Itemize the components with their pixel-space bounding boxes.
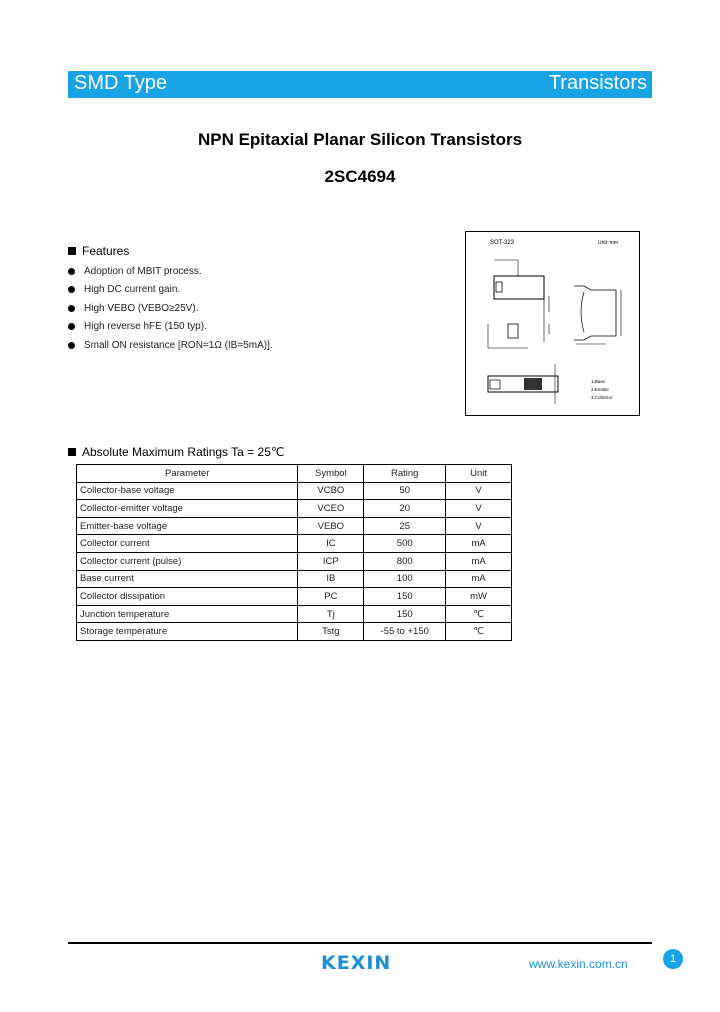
package-drawing: [465, 231, 640, 416]
page-title: NPN Epitaxial Planar Silicon Transistors: [197, 130, 523, 149]
parameter-cell: Storage temperature: [77, 623, 298, 641]
table-row: [77, 623, 512, 641]
unit-cell: V: [446, 500, 512, 518]
bullet-dot-icon: [68, 323, 75, 330]
symbol-cell: PC: [298, 588, 364, 606]
rating-cell: 150: [364, 588, 446, 606]
symbol-cell: VCBO: [298, 482, 364, 500]
rating-cell: 800: [364, 552, 446, 570]
ratings-heading-text: Absolute Maximum Ratings Ta = 25℃: [82, 445, 285, 459]
unit-cell: mA: [446, 570, 512, 588]
unit-cell: mW: [446, 588, 512, 606]
square-bullet-icon: [68, 448, 76, 456]
ratings-heading: [68, 445, 284, 459]
feature-item: [68, 262, 273, 281]
feature-text: High DC current gain.: [84, 284, 181, 296]
parameter-cell: Collector-emitter voltage: [77, 500, 298, 518]
parameter-cell: Collector dissipation: [77, 588, 298, 606]
column-header: Rating: [364, 465, 446, 483]
header-type: SMD Type: [74, 72, 167, 94]
table-row: [77, 605, 512, 623]
unit-cell: V: [446, 517, 512, 535]
header-category: Transistors: [548, 72, 647, 94]
package-label: SOT-323: [490, 240, 515, 246]
table-row: [77, 517, 512, 535]
bullet-dot-icon: [68, 342, 75, 349]
feature-text: Small ON resistance [RON=1Ω (IB=5mA)].: [84, 339, 273, 351]
features-heading: [68, 244, 129, 258]
unit-cell: mA: [446, 535, 512, 553]
footer-divider: [68, 942, 652, 944]
symbol-cell: IC: [298, 535, 364, 553]
table-row: [77, 570, 512, 588]
page-number-badge: 1: [663, 949, 683, 969]
pin-label: 3.Collector: [591, 395, 613, 400]
parameter-cell: Collector current (pulse): [77, 552, 298, 570]
unit-cell: ℃: [446, 605, 512, 623]
parameter-cell: Junction temperature: [77, 605, 298, 623]
table-row: [77, 552, 512, 570]
symbol-cell: ICP: [298, 552, 364, 570]
parameter-cell: Collector-base voltage: [77, 482, 298, 500]
column-header: Unit: [446, 465, 512, 483]
bullet-dot-icon: [68, 286, 75, 293]
table-header-row: [77, 465, 512, 483]
rating-cell: 25: [364, 517, 446, 535]
features-heading-text: Features: [82, 244, 130, 258]
table-row: [77, 500, 512, 518]
table-row: [77, 588, 512, 606]
website-link[interactable]: www.kexin.com.cn: [529, 957, 628, 971]
ratings-table: [76, 464, 512, 641]
rating-cell: 500: [364, 535, 446, 553]
parameter-cell: Base current: [77, 570, 298, 588]
features-list: [68, 262, 273, 355]
feature-item: [68, 336, 273, 355]
column-header: Symbol: [298, 465, 364, 483]
header-bar: [68, 71, 652, 98]
kexin-logo: KEXIN: [321, 952, 392, 974]
symbol-cell: Tstg: [298, 623, 364, 641]
symbol-cell: VEBO: [298, 517, 364, 535]
rating-cell: 100: [364, 570, 446, 588]
parameter-cell: Collector current: [77, 535, 298, 553]
rating-cell: -55 to +150: [364, 623, 446, 641]
symbol-cell: Tj: [298, 605, 364, 623]
unit-cell: mA: [446, 552, 512, 570]
parameter-cell: Emitter-base voltage: [77, 517, 298, 535]
pin-label: 1.Base: [591, 379, 606, 384]
rating-cell: 150: [364, 605, 446, 623]
table-row: [77, 535, 512, 553]
pin-label: 2.Emitter: [591, 387, 610, 392]
feature-item: [68, 318, 273, 337]
unit-cell: ℃: [446, 623, 512, 641]
feature-text: High reverse hFE (150 typ).: [84, 321, 207, 333]
bullet-dot-icon: [68, 268, 75, 275]
feature-text: Adoption of MBIT process.: [84, 265, 202, 277]
feature-item: [68, 299, 273, 318]
symbol-cell: VCEO: [298, 500, 364, 518]
rating-cell: 50: [364, 482, 446, 500]
symbol-cell: IB: [298, 570, 364, 588]
bullet-dot-icon: [68, 305, 75, 312]
unit-cell: V: [446, 482, 512, 500]
package-unit: Unit: mm: [598, 240, 618, 246]
column-header: Parameter: [77, 465, 298, 483]
feature-item: [68, 281, 273, 300]
table-row: [77, 482, 512, 500]
package-outline-diagram: [466, 232, 639, 415]
square-bullet-icon: [68, 247, 76, 255]
feature-text: High VEBO (VEBO≥25V).: [84, 302, 199, 314]
part-number: 2SC4694: [324, 167, 396, 186]
rating-cell: 20: [364, 500, 446, 518]
